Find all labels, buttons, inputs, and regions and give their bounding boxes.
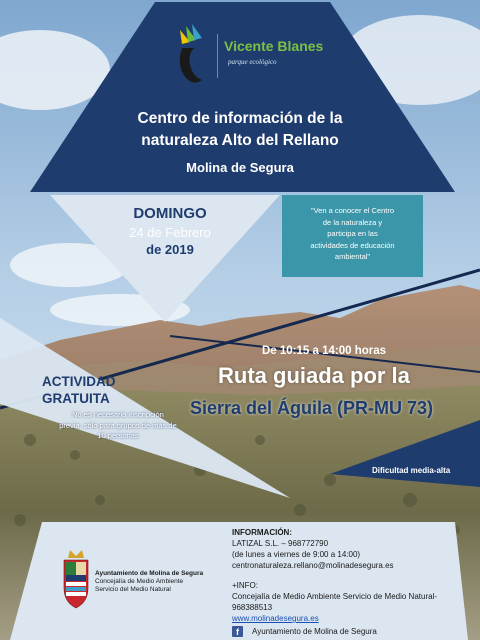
route-title-line-2: Sierra del Águila (PR-MU 73)	[190, 398, 434, 418]
activity-title	[42, 373, 116, 407]
invite-text	[284, 205, 421, 263]
info-email[interactable]: centronaturaleza.rellano@molinadesegura.es	[232, 561, 394, 570]
invite-line-2: de la naturaleza y	[322, 217, 383, 227]
organizer-dept-2: Servicio del Medio Natural	[95, 586, 171, 593]
organizer-dept-1: Concejalía de Medio Ambiente	[95, 578, 184, 585]
route-title-line-1: Ruta guiada por la	[218, 363, 410, 388]
date-weekday: DOMINGO	[133, 205, 207, 222]
more-info-line: Concejalía de Medio Ambiente Servicio de Medio Natural-	[232, 592, 437, 601]
difficulty-panel	[330, 420, 480, 487]
info-company: LATIZAL S.L. – 968772790	[232, 539, 329, 548]
activity-note-line-2: previa, sólo para grupos de más de	[59, 420, 177, 430]
date-year: de 2019	[146, 242, 194, 257]
more-info-heading: +INFO:	[232, 581, 259, 590]
brand-name: Vicente Blanes	[224, 38, 324, 54]
more-info-phone: 968388513	[232, 603, 273, 612]
facebook-label: Ayuntamiento de Molina de Segura	[252, 627, 377, 636]
invite-line-1: "Ven a conocer el Centro	[310, 206, 395, 215]
website-link[interactable]: www.molinadesegura.es	[232, 614, 319, 623]
coat-of-arms-icon	[60, 548, 92, 610]
invite-line-4: actividades de educación	[310, 240, 395, 250]
date-day-month: 24 de Febrero	[129, 225, 211, 240]
brand-logo	[172, 20, 322, 90]
activity-title-line-2: GRATUITA	[42, 391, 110, 406]
facebook-link[interactable]	[232, 626, 457, 637]
organizer-name: Ayuntamiento de Molina de Segura	[95, 570, 204, 577]
page-title	[90, 108, 390, 152]
event-time: De 10:15 a 14:00 horas	[262, 345, 387, 357]
info-block	[232, 527, 457, 637]
title-line-1: Centro de información de la	[137, 110, 343, 127]
activity-note	[28, 410, 208, 442]
activity-note-line-1: No es necesaria inscripción	[72, 410, 164, 419]
event-date	[95, 205, 245, 257]
invite-line-5: ambiental"	[334, 252, 371, 261]
facebook-icon: f	[232, 626, 243, 637]
leaf-logo-icon	[172, 20, 212, 88]
page-subtitle: Molina de Segura	[186, 160, 294, 175]
info-hours: (de lunes a viernes de 9:00 a 14:00)	[232, 550, 361, 559]
invite-line-3: participa en las	[327, 229, 378, 238]
activity-title-line-1: ACTIVIDAD	[42, 374, 116, 389]
brand-tagline: parque ecológico	[228, 58, 277, 66]
difficulty-label: Dificultad media-alta	[372, 466, 451, 475]
title-line-2: naturaleza Alto del Rellano	[141, 132, 339, 149]
activity-note-line-3: 10 personas	[97, 431, 139, 440]
organizer-block	[95, 570, 203, 593]
info-heading: INFORMACIÓN:	[232, 528, 292, 537]
